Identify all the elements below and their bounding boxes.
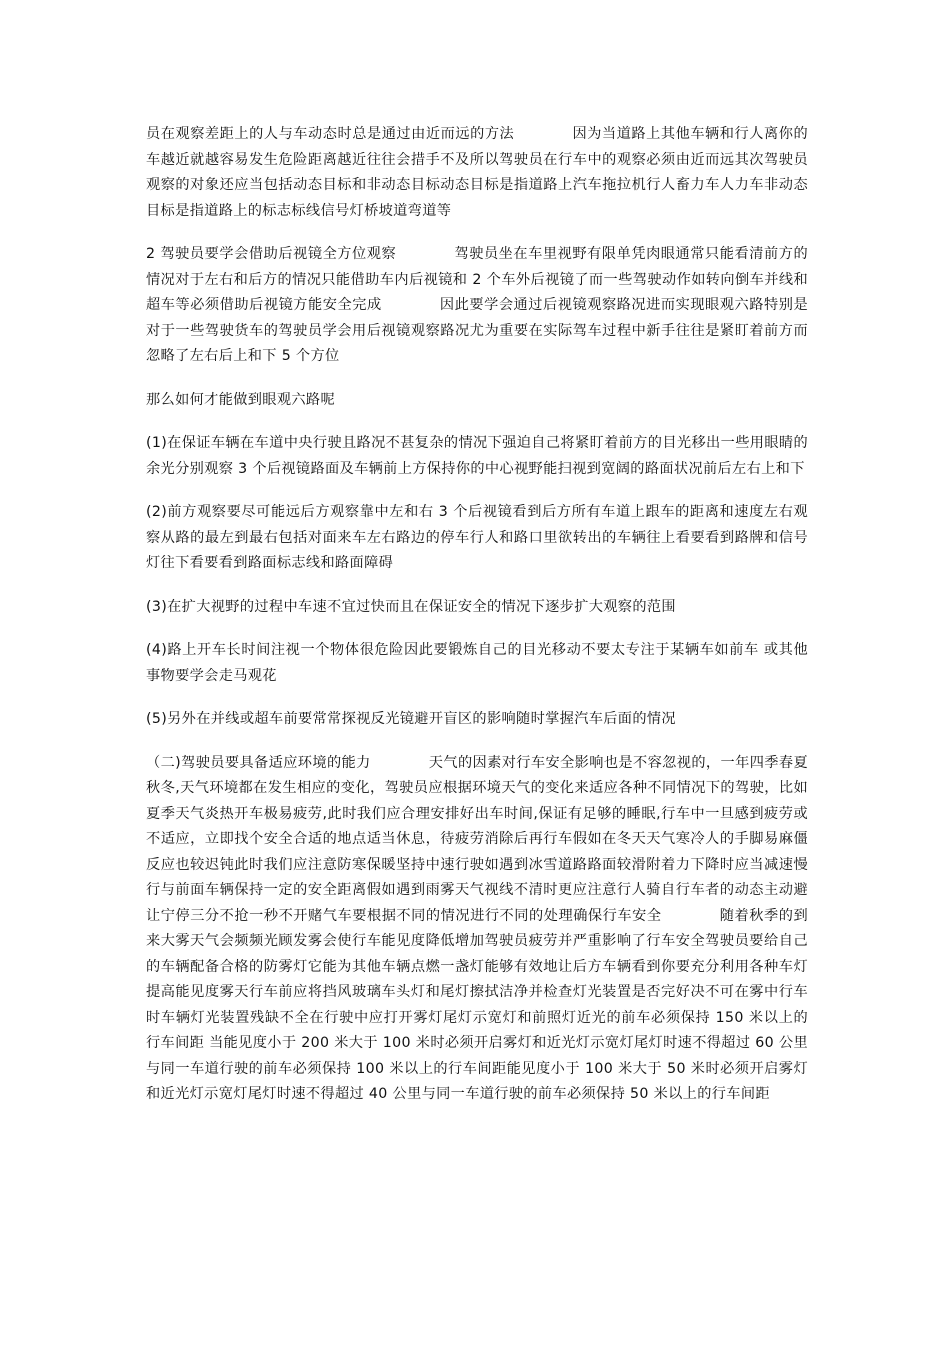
text-segment: (1)在保证车辆在车道中央行驶且路况不甚复杂的情况下强迫自己将紧盯着前方的目光移出一些用眼睛的余光分别观察 3 个后视镜路面及车辆前上方保持你的中心视野能扫视到宽阔的路面状况前后左右上和下 — [146, 435, 808, 477]
list-item-4 — [146, 638, 808, 689]
text-segment: (3)在扩大视野的过程中车速不宜过快而且在保证安全的情况下逐步扩大观察的范围 — [146, 598, 676, 615]
text-segment: 员在观察差距上的人与车动态时总是通过由近而远的方法 — [146, 126, 515, 142]
text-segment: 2 驾驶员要学会借助后视镜全方位观察 — [146, 246, 397, 262]
text-segment: 那么如何才能做到眼观六路呢 — [146, 391, 335, 408]
list-item-3 — [146, 595, 808, 621]
text-segment: 因为当道路上其他车辆和行人离你的车越近就越容易发生危险距离越近往往会措手不及所以驾驶员在行车中的观察必须由近而远其次驾驶员观察的对象还应当包括动态目标和非动态目标动态目标是指道路上汽车拖拉机行人畜力车人力车非动态目标是指道路上的标志标线信号灯桥坡道弯道等 — [146, 126, 808, 219]
paragraph-observation-order — [146, 122, 808, 224]
paragraph-question — [146, 388, 808, 414]
paragraph-mirror-observation — [146, 242, 808, 370]
text-segment: (2)前方观察要尽可能远后方观察靠中左和右 3 个后视镜看到后方所有车道上跟车的距离和速度左右观察从路的最左到最右包括对面来车左右路边的停车行人和路口里欲转出的车辆往上看要看到路牌和信号灯往下看要看到路面标志线和路面障碍 — [146, 504, 808, 571]
text-segment: (5)另外在并线或超车前要常常探视反光镜避开盲区的影响随时掌握汽车后面的情况 — [146, 711, 676, 727]
text-segment: 因此要学会通过后视镜观察路况进而实现眼观六路特别是对于一些驾驶货车的驾驶员学会用后视镜观察路况尤为重要在实际驾车过程中新手往往是紧盯着前方而忽略了左右后上和下 5 个方位 — [146, 297, 808, 364]
text-segment: 驾驶员坐在车里视野有限单凭肉眼通常只能看清前方的情况对于左右和后方的情况只能借助车内后视镜和 2 个车外后视镜了而一些驾驶动作如转向倒车并线和超车等必须借助后视镜方能安全完成 — [146, 246, 808, 313]
list-item-5 — [146, 707, 808, 733]
list-item-1 — [146, 431, 808, 482]
text-segment: 天气的因素对行车安全影响也是不容忽视的，一年四季春夏秋冬,天气环境都在发生相应的变化，驾驶员应根据环境天气的变化来适应各种不同情况下的驾驶，比如夏季天气炎热开车极易疲劳,此时我们应合理安排好出车时间,保证有足够的睡眠,行车中一旦感到疲劳或不适应，立即找个安全合适的地点适当休息，待疲劳消除后再行车假如在冬天天气寒冷人的手脚易麻僵反应也较迟钝此时我们应注意防寒保暖坚持中速行驶如遇到冰雪道路路面较滑附着力下降时应当减速慢行与前面车辆保持一定的安全距离假如遇到雨雾天气视线不清时更应注意行人骑自行车者的动态主动避让宁停三分不抢一秒不开赌气车要根据不同的情况进行不同的处理确保行车安全 — [146, 754, 808, 924]
document-body — [146, 122, 808, 1126]
paragraph-weather-adaptation — [146, 751, 808, 1108]
list-item-2 — [146, 500, 808, 577]
text-segment: 随着秋季的到来大雾天气会频频光顾发雾会使行车能见度降低增加驾驶员疲劳并严重影响了行车安全驾驶员要给自己的车辆配备合格的防雾灯它能为其他车辆点燃一盏灯能够有效地让后方车辆看到你要充分利用各种车灯提高能见度雾天行车前应将挡风玻璃车头灯和尾灯擦拭洁净并检查灯光装置是否完好决不可在雾中行车时车辆灯光装置残缺不全在行驶中应打开雾灯尾灯示宽灯和前照灯近光的前车必须保持 150 米以上的行车间距 当能见度小于 200 米大于 100 米时必须开启雾灯和近光灯示宽灯尾灯时速不得超过 60 公里与同一车道行驶的前车必须保持 100 米以上的行车间距能见度小于 100 米大于 50 米时必须开启雾灯和近光灯示宽灯尾灯时速不得超过 40 公里与同一车道行驶的前车必须保持 50 米以上的行车间距 — [146, 907, 808, 1102]
text-segment: （二)驾驶员要具备适应环境的能力 — [146, 754, 371, 771]
text-segment: (4)路上开车长时间注视一个物体很危险因此要锻炼自己的目光移动不要太专注于某辆车如前车 或其他事物要学会走马观花 — [146, 642, 808, 684]
